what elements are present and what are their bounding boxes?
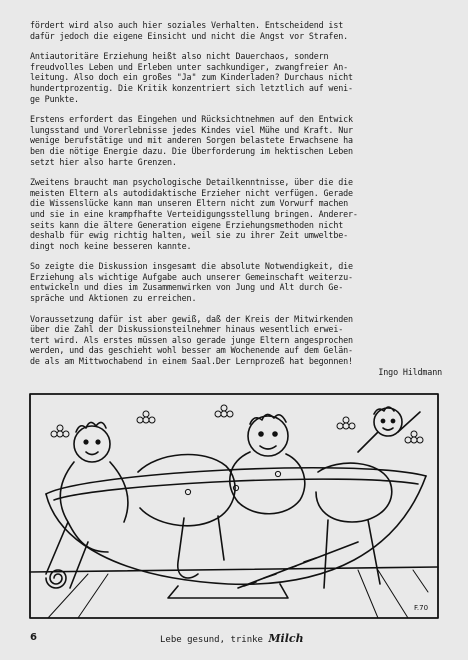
paragraph-4 xyxy=(30,177,442,251)
text-line: meisten Eltern als autodidaktische Erzieher nicht verfügen. Gerade xyxy=(30,187,353,198)
text-line: freudvolles Leben und Erleben unter sachkundiger, zwangfreier An- xyxy=(30,61,348,72)
text-line: dafür jedoch die eigene Einsicht und nicht die Angst vor Strafen. xyxy=(30,30,348,41)
text-line: dingt noch keine besseren kannte. xyxy=(30,240,192,251)
text-line: Voraussetzung dafür ist aber gewiß, daß der Kreis der Mitwirkenden xyxy=(30,313,353,324)
text-line: tert wird. Als erstes müssen also gerade junge Eltern angesprochen xyxy=(30,334,353,345)
text-line: Antiautoritäre Erziehung heißt also nicht Dauerchaos, sondern xyxy=(30,51,329,62)
text-line: wenige berufstätige und mit anderen Sorgen belastete Erwachsene ha xyxy=(30,135,353,146)
text-line: ben die nötige Energie dazu. Die Überforderung im hektischen Leben xyxy=(30,145,353,156)
paragraph-2 xyxy=(30,51,442,104)
text-line: die Wissenslücke kann man unseren Eltern nicht zum Vorwurf machen xyxy=(30,198,348,209)
text-line: seits kann die ältere Generation eigene Erziehungsmethoden nicht xyxy=(30,219,344,230)
illustrator-signature: F.70 xyxy=(414,604,429,612)
text-line: ge Punkte. xyxy=(30,93,79,104)
text-line: Erziehung als wichtige Aufgabe auch unserer Gemeinschaft weiterzu- xyxy=(30,271,353,282)
text-line: deshalb für ewig richtig halten, weil sie zu ihrer Zeit umweltbe- xyxy=(30,230,348,241)
footer-slogan xyxy=(160,632,304,645)
page-number: 6 xyxy=(30,632,37,643)
paragraph-3 xyxy=(30,114,442,167)
illustration-children-in-bowl xyxy=(28,392,440,620)
text-line: fördert wird also auch hier soziales Verhalten. Entscheidend ist xyxy=(30,20,344,30)
text-line: So zeigte die Diskussion insgesamt die absolute Notwendigkeit, die xyxy=(30,261,353,272)
slogan-text: Lebe gesund, trinke xyxy=(160,635,263,645)
paragraph-1 xyxy=(30,20,442,41)
text-line: setzt hier also harte Grenzen. xyxy=(30,156,177,167)
milk-logo: Milch xyxy=(268,632,304,645)
text-line: lungsstand und Vorerlebnisse jedes Kindes viel Mühe und Kraft. Nur xyxy=(30,124,353,135)
article-body xyxy=(30,20,442,377)
text-line: entwickeln und dies im Zusammenwirken von Jung und Alt durch Ge- xyxy=(30,282,344,293)
text-line: de als am Mittwochabend in einem Saal.Der Lernprozeß hat begonnen! xyxy=(30,356,353,367)
text-line: spräche und Aktionen zu erreichen. xyxy=(30,293,197,304)
page-footer xyxy=(0,626,468,646)
text-line: leitung. Also doch ein großes "Ja" zum Kinderladen? Durchaus nicht xyxy=(30,72,353,83)
text-line: Erstens erfordert das Eingehen und Rücksichtnehmen auf den Entwick xyxy=(30,114,353,125)
text-line: Zweitens braucht man psychologische Detailkenntnisse, über die die xyxy=(30,177,353,188)
paragraph-6 xyxy=(30,314,442,378)
text-line: über die Zahl der Diskussionsteilnehmer hinaus wesentlich erwei- xyxy=(30,324,344,335)
paragraph-5 xyxy=(30,261,442,303)
text-line: hundertprozentig. Die Kritik konzentriert sich letztlich auf weni- xyxy=(30,82,353,93)
text-line: werden, und das geschieht wohl besser am Wochenende auf dem Gelän- xyxy=(30,345,353,356)
text-line: und sie in eine krampfhafte Verteidigungsstellung bringen. Anderer- xyxy=(30,208,358,219)
author-signature: Ingo Hildmann xyxy=(378,366,442,377)
